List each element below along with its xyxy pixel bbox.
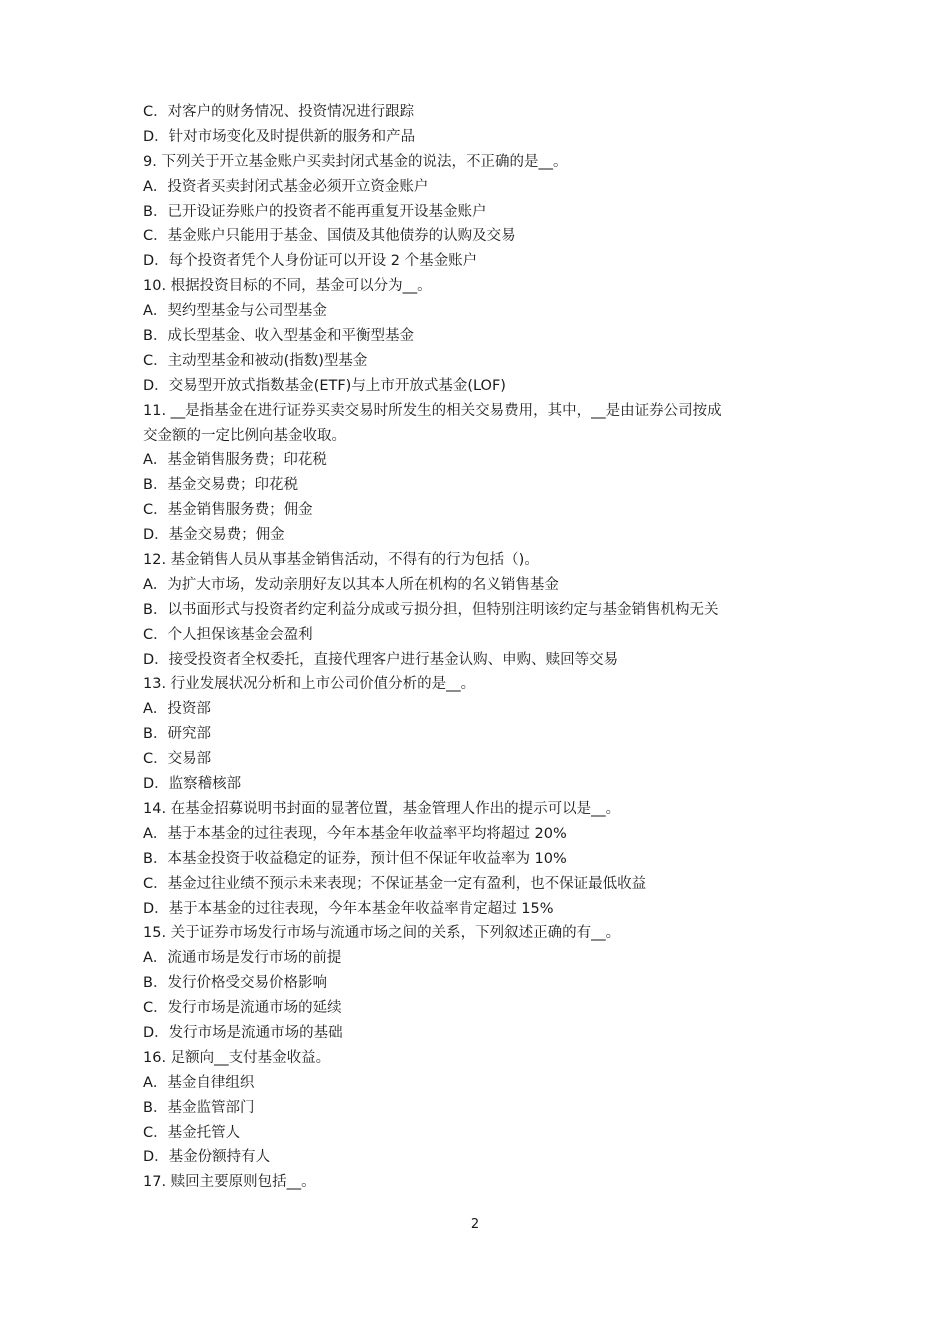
option-c: C．基金托管人 <box>143 1124 241 1141</box>
option-d: D．发行市场是流通市场的基础 <box>143 1024 343 1041</box>
option-a: A．为扩大市场，发动亲朋好友以其本人所在机构的名义销售基金 <box>143 576 559 593</box>
option-b: B．已开设证券账户的投资者不能再重复开设基金账户 <box>143 203 487 220</box>
option-d: D．针对市场变化及时提供新的服务和产品 <box>143 128 416 145</box>
option-b: B．发行价格受交易价格影响 <box>143 975 327 992</box>
question-11: 11. __是指基金在进行证券买卖交易时所发生的相关交易费用，其中，__是由证券公司按成 <box>143 402 722 419</box>
option-c: C．交易部 <box>143 751 212 768</box>
option-a: A．流通市场是发行市场的前提 <box>143 950 342 967</box>
option-d: D．接受投资者全权委托，直接代理客户进行基金认购、申购、赎回等交易 <box>143 651 619 668</box>
option-c: C．基金销售服务费；佣金 <box>143 502 313 519</box>
option-b: B．研究部 <box>143 726 211 743</box>
option-c: C．主动型基金和被动(指数)型基金 <box>143 352 368 369</box>
option-c: C．基金过往业绩不预示未来表现；不保证基金一定有盈利，也不保证最低收益 <box>143 875 647 892</box>
option-b: B．基金监管部门 <box>143 1099 255 1116</box>
question-14: 14. 在基金招募说明书封面的显著位置，基金管理人作出的提示可以是__。 <box>143 800 621 817</box>
question-15: 15. 关于证券市场发行市场与流通市场之间的关系，下列叙述正确的有__。 <box>143 925 621 942</box>
option-c: C．发行市场是流通市场的延续 <box>143 1000 342 1017</box>
document-body <box>143 100 823 1195</box>
option-b: B．以书面形式与投资者约定利益分成或亏损分担，但特别注明该约定与基金销售机构无关 <box>143 601 719 618</box>
option-a: A．契约型基金与公司型基金 <box>143 303 327 320</box>
option-a: A．投资者买卖封闭式基金必须开立资金账户 <box>143 178 429 195</box>
option-c: C．个人担保该基金会盈利 <box>143 626 313 643</box>
option-b: B．本基金投资于收益稳定的证券，预计但不保证年收益率为 10% <box>143 850 567 867</box>
option-d: D．基金交易费；佣金 <box>143 527 285 544</box>
option-d: D．交易型开放式指数基金(ETF)与上市开放式基金(LOF) <box>143 377 506 394</box>
option-d: D．每个投资者凭个人身份证可以开设 2 个基金账户 <box>143 253 478 270</box>
option-c: C．对客户的财务情况、投资情况进行跟踪 <box>143 104 415 120</box>
question-10: 10. 根据投资目标的不同，基金可以分为__。 <box>143 278 432 295</box>
option-d: D．监察稽核部 <box>143 776 242 793</box>
option-b: B．成长型基金、收入型基金和平衡型基金 <box>143 328 414 345</box>
option-a: A．投资部 <box>143 701 211 718</box>
question-9: 9. 下列关于开立基金账户买卖封闭式基金的说法，不正确的是__。 <box>143 153 568 170</box>
question-12: 12. 基金销售人员从事基金销售活动，不得有的行为包括（)。 <box>143 552 539 569</box>
page-number: 2 <box>470 1217 480 1232</box>
option-b: B．基金交易费；印花税 <box>143 477 298 494</box>
question-13: 13. 行业发展状况分析和上市公司价值分析的是__。 <box>143 676 476 693</box>
option-a: A．基金自律组织 <box>143 1074 255 1091</box>
question-11-continued: 交金额的一定比例向基金收取。 <box>143 427 346 444</box>
question-16: 16. 足额向__支付基金收益。 <box>143 1049 331 1066</box>
option-d: D．基金份额持有人 <box>143 1149 271 1166</box>
option-c: C．基金账户只能用于基金、国债及其他债券的认购及交易 <box>143 228 516 245</box>
option-a: A．基于本基金的过往表现，今年本基金年收益率平均将超过 20% <box>143 825 567 842</box>
option-a: A．基金销售服务费；印花税 <box>143 452 327 469</box>
question-17: 17. 赎回主要原则包括__。 <box>143 1174 316 1191</box>
option-d: D．基于本基金的过往表现，今年本基金年收益率肯定超过 15% <box>143 900 554 917</box>
